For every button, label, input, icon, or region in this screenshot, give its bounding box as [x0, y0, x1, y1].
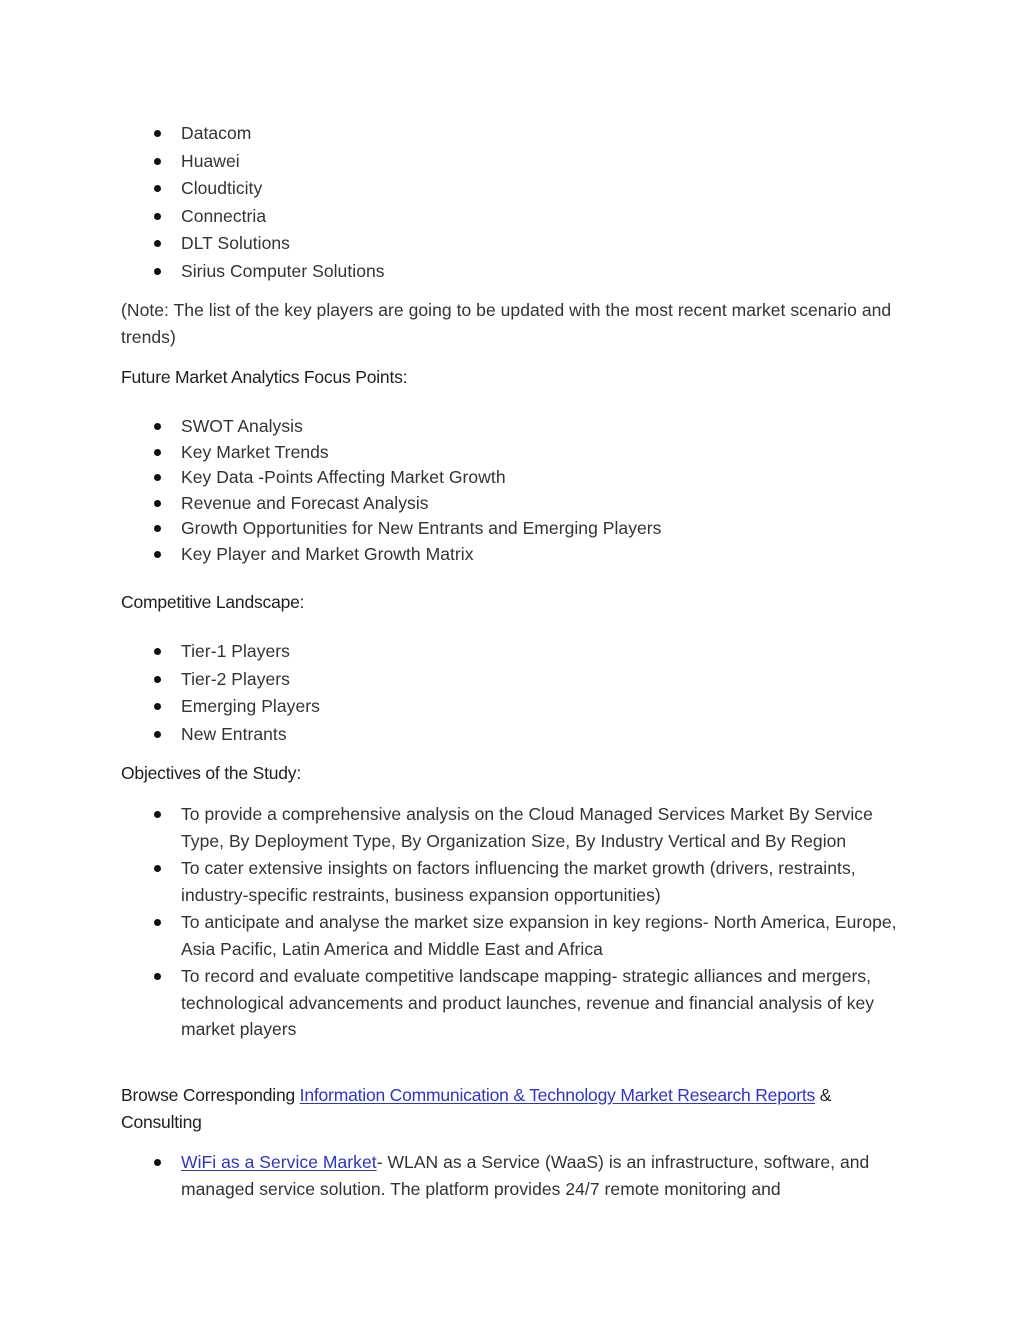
bullet-icon [154, 648, 161, 655]
objectives-heading: Objectives of the Study: [121, 763, 302, 783]
list-item [121, 148, 901, 176]
list-item [121, 464, 901, 490]
list-item [121, 203, 901, 231]
related-description: - WLAN as a Service (WaaS) is an infrastructure, software, and managed service solution. The platform provides 24/7 remote monitoring and [181, 1152, 870, 1199]
bullet-icon [154, 731, 161, 738]
list-item [121, 230, 901, 258]
list-item [121, 721, 901, 749]
objectives-list [121, 801, 901, 1043]
list-item [121, 413, 901, 439]
bullet-icon [154, 268, 161, 275]
list-item [121, 541, 901, 567]
list-item-text: Tier-1 Players [181, 641, 290, 661]
list-item-text: To record and evaluate competitive landscape mapping- strategic alliances and mergers, technological advancements and product launches, revenue and financial analysis of key market players [181, 966, 875, 1039]
bullet-icon [154, 811, 161, 818]
list-item-text: Key Player and Market Growth Matrix [181, 543, 474, 564]
bullet-icon [154, 525, 161, 532]
list-item-text: Revenue and Forecast Analysis [181, 492, 429, 513]
bullet-icon [154, 500, 161, 507]
list-item [121, 963, 901, 1043]
bullet-icon [154, 973, 161, 980]
list-item [121, 439, 901, 465]
bullet-icon [154, 919, 161, 926]
bullet-icon [154, 240, 161, 247]
list-item-text: To provide a comprehensive analysis on the Cloud Managed Services Market By Service Type, By Deployment Type, By Organization Size, By Industry Vertical and By Region [181, 804, 873, 851]
bullet-icon [154, 474, 161, 481]
focus-points-list [121, 413, 901, 567]
list-item [121, 1149, 901, 1202]
players-note: (Note: The list of the key players are going to be updated with the most recent market scenario and trends) [121, 300, 892, 347]
focus-heading: Future Market Analytics Focus Points: [121, 367, 408, 387]
wifi-as-a-service-link[interactable]: WiFi as a Service Market [181, 1152, 377, 1172]
related-reports-list [121, 1149, 901, 1202]
browse-suffix: & Consulting [121, 1085, 832, 1132]
list-item [121, 120, 901, 148]
list-item-text: Tier-2 Players [181, 668, 290, 689]
bullet-icon [154, 185, 161, 192]
list-item-text: DLT Solutions [181, 233, 290, 253]
list-item-text: New Entrants [181, 723, 287, 744]
bullet-icon [154, 703, 161, 710]
list-item-text: To anticipate and analyse the market size expansion in key regions- North America, Europe, Asia Pacific, Latin America and Middle East and Africa [181, 912, 897, 959]
list-item-text: Cloudticity [181, 178, 263, 198]
bullet-icon [154, 213, 161, 220]
list-item [121, 666, 901, 694]
bullet-icon [154, 551, 161, 558]
list-item-text: Sirius Computer Solutions [181, 260, 385, 281]
list-item-text: Datacom [181, 123, 252, 143]
list-item [121, 909, 901, 962]
bullet-icon [154, 449, 161, 456]
list-item [121, 638, 901, 666]
list-item [121, 693, 901, 721]
list-item-text: Growth Opportunities for New Entrants and Emerging Players [181, 518, 662, 539]
list-item [121, 490, 901, 516]
bullet-icon [154, 423, 161, 430]
list-item [121, 175, 901, 203]
list-item-text: Huawei [181, 150, 240, 171]
competitive-heading: Competitive Landscape: [121, 592, 305, 612]
list-item-text: Key Market Trends [181, 441, 329, 462]
bullet-icon [154, 130, 161, 137]
bullet-icon [154, 865, 161, 872]
competitive-landscape-list [121, 638, 901, 748]
list-item [121, 515, 901, 541]
list-item-text: Connectria [181, 205, 267, 226]
bullet-icon [154, 1159, 161, 1166]
list-item-text: Key Data -Points Affecting Market Growth [181, 467, 506, 488]
browse-prefix: Browse Corresponding [121, 1085, 300, 1105]
list-item-text: Emerging Players [181, 696, 320, 716]
browse-paragraph [121, 1082, 901, 1135]
ict-reports-link[interactable]: Information Communication & Technology Market Research Reports [299, 1085, 816, 1105]
list-item-text: To cater extensive insights on factors influencing the market growth (drivers, restraints, industry-specific restraints, business expansion opportunities) [181, 858, 856, 905]
list-item [121, 258, 901, 286]
list-item-text: SWOT Analysis [181, 416, 303, 436]
list-item [121, 855, 901, 908]
list-item [121, 801, 901, 854]
bullet-icon [154, 158, 161, 165]
bullet-icon [154, 676, 161, 683]
key-players-list [121, 120, 901, 285]
